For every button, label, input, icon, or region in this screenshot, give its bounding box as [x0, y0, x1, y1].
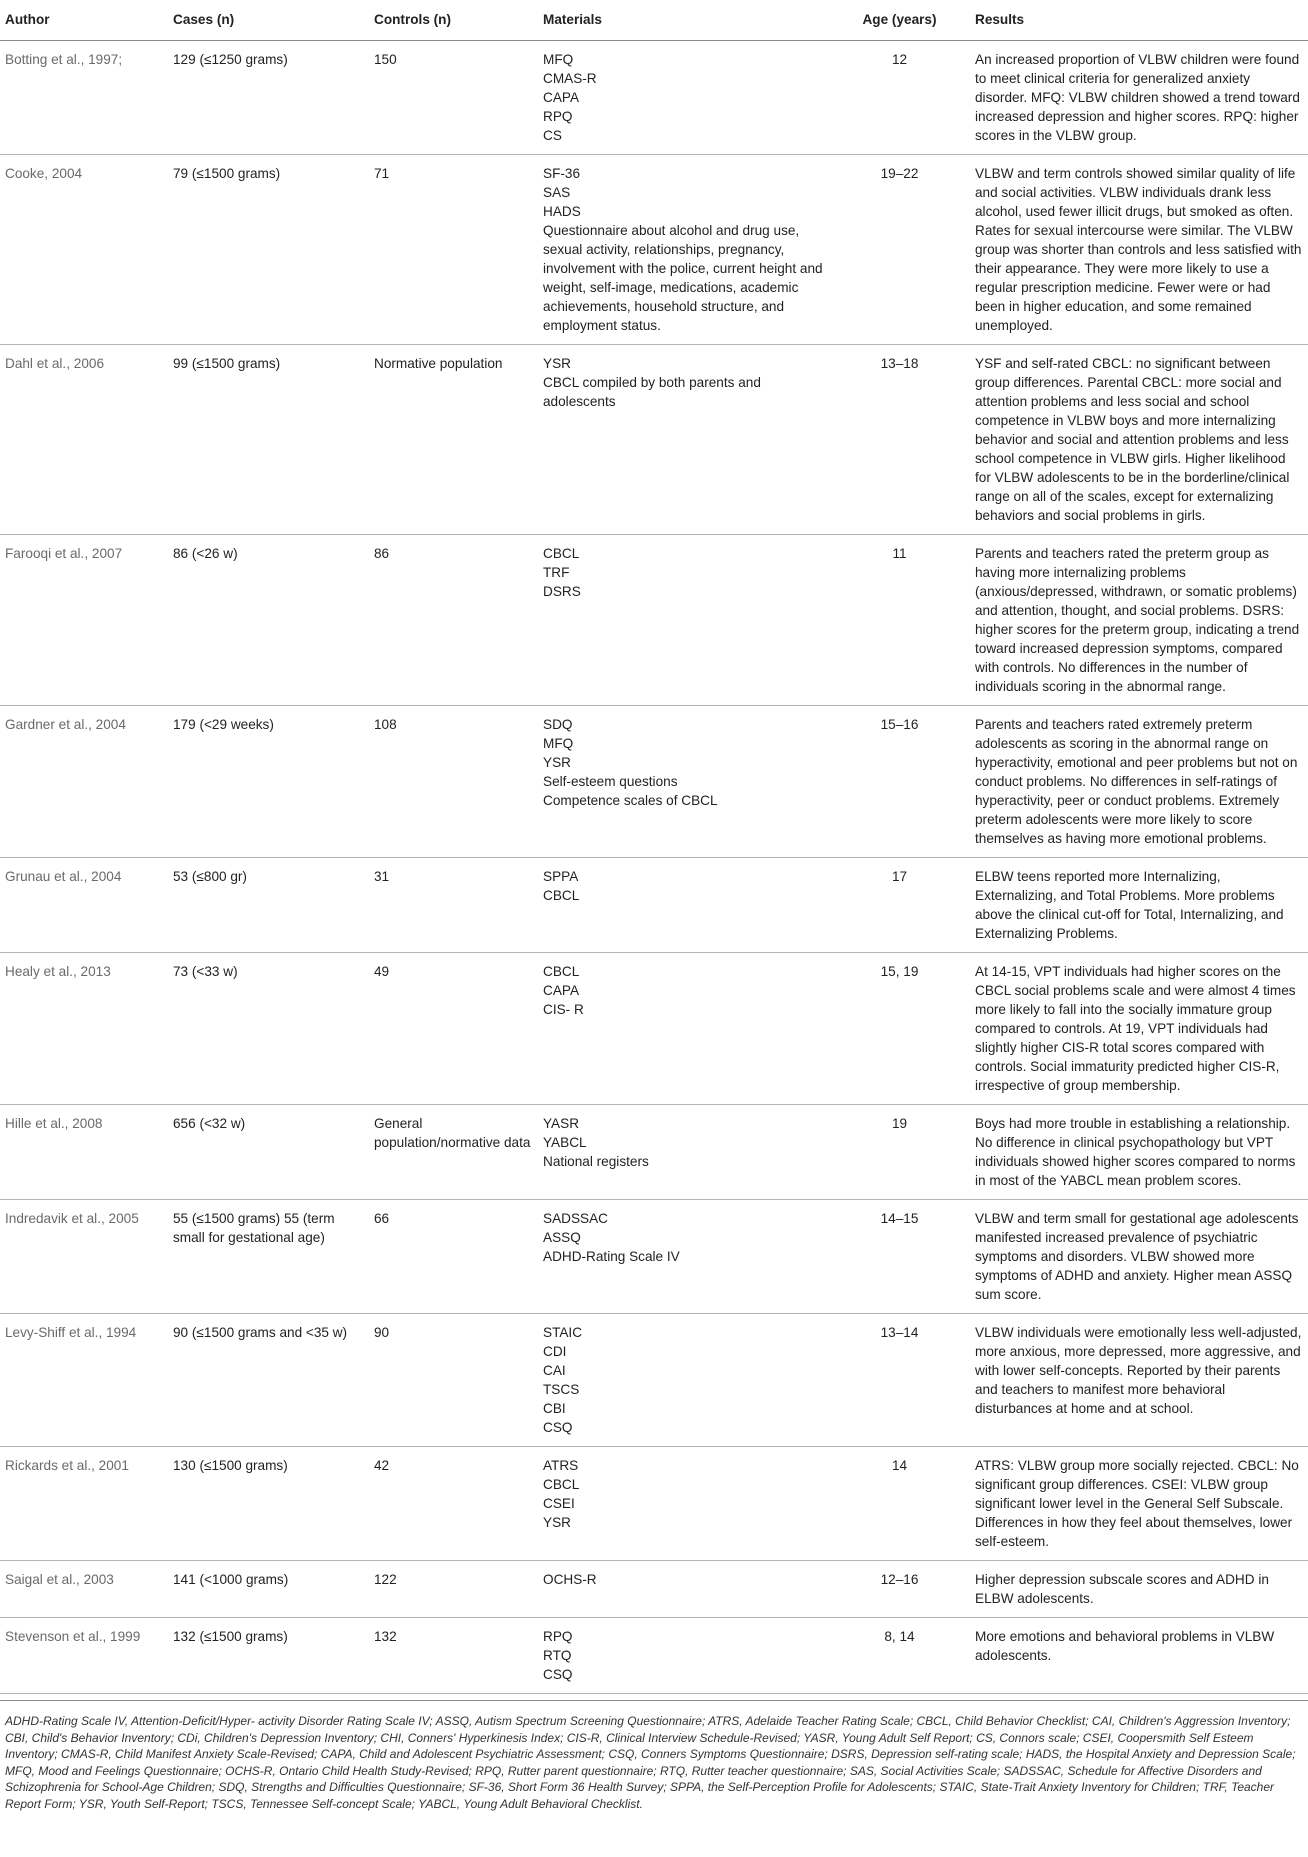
results-cell: VLBW and term small for gestational age adolescents manifested increased prevalence of psychiatric symptoms and disorders. VLBW showed more symptoms of ADHD and anxiety. Higher mean ASSQ sum score. [970, 1200, 1308, 1314]
header-results: Results [970, 0, 1308, 41]
material-item: ASSQ [543, 1230, 581, 1245]
material-item: Competence scales of CBCL [543, 793, 718, 808]
material-item: CBI [543, 1401, 566, 1416]
controls-cell: 66 [369, 1200, 538, 1314]
age-cell: 13–18 [829, 345, 970, 535]
material-item: RPQ [543, 109, 573, 124]
results-cell: ELBW teens reported more Internalizing, Externalizing, and Total Problems. More problems above the clinical cut-off for Total, Internalizing, and Externalizing Problems. [970, 858, 1308, 953]
material-item: CBCL [543, 964, 580, 979]
material-item: CSQ [543, 1420, 573, 1435]
material-item: CAPA [543, 983, 580, 998]
header-author: Author [0, 0, 168, 41]
materials-cell [538, 41, 829, 155]
author-cell: Grunau et al., 2004 [0, 858, 168, 953]
material-item: SF-36 [543, 166, 581, 181]
material-item: CBCL [543, 1477, 580, 1492]
table-row [0, 953, 1308, 1105]
table-row [0, 41, 1308, 155]
results-cell: An increased proportion of VLBW children were found to meet clinical criteria for generalized anxiety disorder. MFQ: VLBW children showed a trend toward increased depression and higher scores. RPQ: higher scores in the VLBW group. [970, 41, 1308, 155]
materials-cell [538, 1105, 829, 1200]
results-cell: VLBW individuals were emotionally less well-adjusted, more anxious, more depressed, more aggressive, and with lower self-concepts. Reported by their parents and teachers to manifest more behavioral disturbances at home and at school. [970, 1314, 1308, 1447]
age-cell: 19–22 [829, 155, 970, 345]
table-header [0, 0, 1308, 41]
cases-cell: 179 (<29 weeks) [168, 706, 369, 858]
table-row [0, 858, 1308, 953]
cases-cell: 79 (≤1500 grams) [168, 155, 369, 345]
controls-cell: 49 [369, 953, 538, 1105]
material-item: SPPA [543, 869, 579, 884]
author-cell: Botting et al., 1997; [0, 41, 168, 155]
table-body [0, 41, 1308, 1694]
age-cell: 13–14 [829, 1314, 970, 1447]
cases-cell: 90 (≤1500 grams and <35 w) [168, 1314, 369, 1447]
age-cell: 8, 14 [829, 1618, 970, 1694]
header-row [0, 0, 1308, 41]
materials-cell [538, 1200, 829, 1314]
table-row [0, 1447, 1308, 1561]
materials-cell [538, 706, 829, 858]
material-item: CSEI [543, 1496, 575, 1511]
controls-cell: 132 [369, 1618, 538, 1694]
age-cell: 17 [829, 858, 970, 953]
material-item: RTQ [543, 1648, 572, 1663]
age-cell: 12 [829, 41, 970, 155]
material-item: TRF [543, 565, 570, 580]
author-cell: Levy-Shiff et al., 1994 [0, 1314, 168, 1447]
material-item: YABCL [543, 1135, 587, 1150]
material-item: SAS [543, 185, 571, 200]
cases-cell: 130 (≤1500 grams) [168, 1447, 369, 1561]
author-cell: Healy et al., 2013 [0, 953, 168, 1105]
header-materials: Materials [538, 0, 829, 41]
cases-cell: 141 (<1000 grams) [168, 1561, 369, 1618]
materials-cell [538, 535, 829, 706]
age-cell: 19 [829, 1105, 970, 1200]
cases-cell: 86 (<26 w) [168, 535, 369, 706]
materials-cell [538, 953, 829, 1105]
table-footnote: ADHD-Rating Scale IV, Attention-Deficit/Hyper- activity Disorder Rating Scale IV; ASSQ, Autism Spectrum Screening Questionnaire; ATRS, Adelaide Teacher Rating Scale; CBCL, Child Behavior Checklist; CAI, Children's Aggression Inventory; CBI, Child's Behavior Inventory; CDi, Children's Depression Inventory; CHI, Conners' Hyperkinesis Index; CIS-R, Clinical Interview Schedule-Revised; YASR, Young Adult Self Report; CS, Connors scale; CSEI, Coopersmith Self Esteem Inventory; CMAS-R, Child Manifest Anxiety Scale-Revised; CAPA, Child and Adolescent Psychiatric Assessment; CSQ, Conners Symptoms Questionnaire; DSRS, Depression self-rating scale; HADS, the Hospital Anxiety and Depression Scale; MFQ, Mood and Feelings Questionnaire; OCHS-R, Ontario Child Health Study-Revised; RPQ, Rutter parent questionnaire; RTQ, Rutter teacher questionnaire; SAS, Social Activities Scale; SADSSAC, Schedule for Affective Disorders and Schizophrenia for School-Age Children; SDQ, Strengths and Difficulties Questionnaire; SF-36, Short Form 36 Health Survey; SPPA, the Self-Perception Profile for Adolescents; STAIC, State-Trait Anxiety Inventory for Children; TRF, Teacher Report Form; YSR, Youth Self-Report; TSCS, Tennessee Self-concept Scale; YABCL, Young Adult Behavioral Checklist. [0, 1700, 1308, 1813]
material-item: ATRS [543, 1458, 579, 1473]
age-cell: 14–15 [829, 1200, 970, 1314]
controls-cell: 86 [369, 535, 538, 706]
materials-cell [538, 155, 829, 345]
material-item: MFQ [543, 736, 574, 751]
controls-cell: Normative population [369, 345, 538, 535]
cases-cell: 656 (<32 w) [168, 1105, 369, 1200]
materials-cell [538, 345, 829, 535]
author-cell: Farooqi et al., 2007 [0, 535, 168, 706]
author-cell: Saigal et al., 2003 [0, 1561, 168, 1618]
material-item: STAIC [543, 1325, 583, 1340]
controls-cell: 122 [369, 1561, 538, 1618]
author-cell: Cooke, 2004 [0, 155, 168, 345]
table-row [0, 535, 1308, 706]
material-item: DSRS [543, 584, 581, 599]
cases-cell: 129 (≤1250 grams) [168, 41, 369, 155]
material-item: YSR [543, 755, 571, 770]
cases-cell: 132 (≤1500 grams) [168, 1618, 369, 1694]
material-item: CSQ [543, 1667, 573, 1682]
controls-cell: 108 [369, 706, 538, 858]
material-item: CBCL [543, 888, 580, 903]
materials-cell [538, 1561, 829, 1618]
age-cell: 15, 19 [829, 953, 970, 1105]
material-item: YSR [543, 1515, 571, 1530]
author-cell: Rickards et al., 2001 [0, 1447, 168, 1561]
header-controls: Controls (n) [369, 0, 538, 41]
table-row [0, 1105, 1308, 1200]
author-cell: Hille et al., 2008 [0, 1105, 168, 1200]
material-item: SDQ [543, 717, 573, 732]
header-cases: Cases (n) [168, 0, 369, 41]
materials-cell [538, 858, 829, 953]
material-item: Questionnaire about alcohol and drug use, sexual activity, relationships, pregnancy, involvement with the police, current height and weight, self-image, medications, academic achievements, household structure, and employment status. [543, 223, 823, 333]
material-item: TSCS [543, 1382, 580, 1397]
cases-cell: 73 (<33 w) [168, 953, 369, 1105]
results-cell: ATRS: VLBW group more socially rejected. CBCL: No significant group differences. CSEI: VLBW group significant lower level in the General Self Subscale. Differences in how they feel about themselves, lower self-esteem. [970, 1447, 1308, 1561]
material-item: HADS [543, 204, 581, 219]
controls-cell: General population/normative data [369, 1105, 538, 1200]
table-row [0, 706, 1308, 858]
material-item: CDI [543, 1344, 567, 1359]
table-row [0, 1618, 1308, 1694]
age-cell: 15–16 [829, 706, 970, 858]
cases-cell: 99 (≤1500 grams) [168, 345, 369, 535]
materials-cell [538, 1618, 829, 1694]
material-item: MFQ [543, 52, 574, 67]
table-row [0, 1561, 1308, 1618]
table-row [0, 1314, 1308, 1447]
table-row [0, 345, 1308, 535]
material-item: ADHD-Rating Scale IV [543, 1249, 680, 1264]
material-item: CBCL compiled by both parents and adolescents [543, 375, 761, 409]
material-item: RPQ [543, 1629, 573, 1644]
controls-cell: 42 [369, 1447, 538, 1561]
age-cell: 12–16 [829, 1561, 970, 1618]
material-item: OCHS-R [543, 1572, 597, 1587]
material-item: CAI [543, 1363, 566, 1378]
material-item: CS [543, 128, 562, 143]
author-cell: Stevenson et al., 1999 [0, 1618, 168, 1694]
results-cell: Parents and teachers rated extremely preterm adolescents as scoring in the abnormal range on hyperactivity, emotional and peer problems but not on conduct problems. No differences in self-ratings of hyperactivity, peer or conduct problems. Extremely preterm adolescents were more likely to score themselves as having more emotional problems. [970, 706, 1308, 858]
results-cell: YSF and self-rated CBCL: no significant between group differences. Parental CBCL: more social and attention problems and less social and school competence in VLBW boys and more internalizing behavior and social and attention problems and less school competence in VLBW girls. Higher likelihood for VLBW adolescents to be in the borderline/clinical range on all of the scales, except for externalizing behaviors and social problems in girls. [970, 345, 1308, 535]
materials-cell [538, 1447, 829, 1561]
cases-cell: 53 (≤800 gr) [168, 858, 369, 953]
material-item: YASR [543, 1116, 580, 1131]
results-cell: Parents and teachers rated the preterm group as having more internalizing problems (anxious/depressed, withdrawn, or somatic problems) and attention, thought, and social problems. DSRS: higher scores for the preterm group, indicating a trend toward increased depression symptoms, compared with controls. No differences in the number of individuals scoring in the abnormal range. [970, 535, 1308, 706]
author-cell: Gardner et al., 2004 [0, 706, 168, 858]
age-cell: 11 [829, 535, 970, 706]
results-cell: Higher depression subscale scores and ADHD in ELBW adolescents. [970, 1561, 1308, 1618]
author-cell: Dahl et al., 2006 [0, 345, 168, 535]
results-cell: More emotions and behavioral problems in VLBW adolescents. [970, 1618, 1308, 1694]
results-cell: VLBW and term controls showed similar quality of life and social activities. VLBW individuals drank less alcohol, used fewer illicit drugs, but smoked as often. Rates for sexual intercourse were similar. The VLBW group was shorter than controls and less satisfied with their appearance. They were more likely to use a regular prescription medicine. Fewer were or had been in higher education, and some remained unemployed. [970, 155, 1308, 345]
materials-cell [538, 1314, 829, 1447]
age-cell: 14 [829, 1447, 970, 1561]
author-cell: Indredavik et al., 2005 [0, 1200, 168, 1314]
material-item: SADSSAC [543, 1211, 608, 1226]
results-cell: At 14-15, VPT individuals had higher scores on the CBCL social problems scale and were almost 4 times more likely to fall into the socially immature group compared to controls. At 19, VPT individuals had slightly higher CIS-R total scores compared with controls. Social immaturity predicted higher CIS-R, irrespective of group membership. [970, 953, 1308, 1105]
material-item: National registers [543, 1154, 649, 1169]
results-cell: Boys had more trouble in establishing a relationship. No difference in clinical psychopathology but VPT individuals showed higher scores compared to norms in most of the YABCL mean problem scores. [970, 1105, 1308, 1200]
table-row [0, 155, 1308, 345]
controls-cell: 90 [369, 1314, 538, 1447]
material-item: YSR [543, 356, 571, 371]
controls-cell: 71 [369, 155, 538, 345]
cases-cell: 55 (≤1500 grams) 55 (term small for gestational age) [168, 1200, 369, 1314]
controls-cell: 150 [369, 41, 538, 155]
table-row [0, 1200, 1308, 1314]
material-item: CBCL [543, 546, 580, 561]
controls-cell: 31 [369, 858, 538, 953]
material-item: CMAS-R [543, 71, 597, 86]
material-item: CIS- R [543, 1002, 584, 1017]
material-item: Self-esteem questions [543, 774, 678, 789]
material-item: CAPA [543, 90, 580, 105]
header-age: Age (years) [829, 0, 970, 41]
